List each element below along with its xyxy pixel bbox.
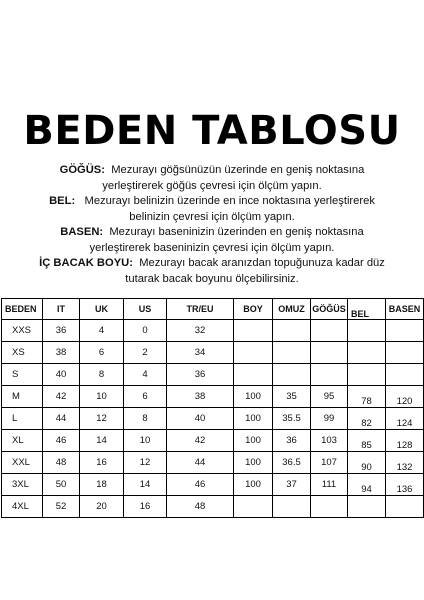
- cell-beden: M: [2, 386, 43, 408]
- cell-tr-eu: 42: [167, 430, 234, 452]
- cell-omuz: 36: [273, 430, 311, 452]
- instruction-text: tutarak bacak boyunu ölçebilirsiniz.: [125, 272, 299, 285]
- cell-tr-eu: 46: [167, 474, 234, 496]
- cell-boy: 100: [234, 386, 273, 408]
- cell-gogus: [311, 496, 348, 518]
- cell-omuz: [273, 364, 311, 386]
- cell-gogus: 103: [311, 430, 348, 452]
- cell-uk: 18: [80, 474, 124, 496]
- cell-us: 0: [124, 320, 167, 342]
- table-row: [2, 320, 424, 342]
- instruction-waist: [0, 194, 424, 225]
- cell-bel: 85: [348, 430, 386, 452]
- cell-omuz: 37: [273, 474, 311, 496]
- cell-gogus: 107: [311, 452, 348, 474]
- cell-tr-eu: 32: [167, 320, 234, 342]
- table-row: [2, 342, 424, 364]
- cell-gogus: [311, 320, 348, 342]
- cell-basen: [386, 496, 424, 518]
- cell-tr-eu: 34: [167, 342, 234, 364]
- cell-bel: 82: [348, 408, 386, 430]
- cell-omuz: 35: [273, 386, 311, 408]
- cell-uk: 14: [80, 430, 124, 452]
- cell-us: 8: [124, 408, 167, 430]
- table-row: [2, 452, 424, 474]
- cell-gogus: 99: [311, 408, 348, 430]
- cell-boy: [234, 364, 273, 386]
- col-header-basen: BASEN: [386, 299, 424, 320]
- instruction-key: GÖĞÜS:: [59, 164, 105, 176]
- instruction-key: BEL:: [49, 195, 76, 207]
- cell-beden: XS: [2, 342, 43, 364]
- cell-omuz: 36.5: [273, 452, 311, 474]
- cell-it: 48: [43, 452, 80, 474]
- cell-tr-eu: 48: [167, 496, 234, 518]
- cell-us: 10: [124, 430, 167, 452]
- cell-gogus: [311, 364, 348, 386]
- table-row: [2, 474, 424, 496]
- cell-uk: 16: [80, 452, 124, 474]
- cell-us: 4: [124, 364, 167, 386]
- cell-boy: 100: [234, 408, 273, 430]
- col-header-beden: BEDEN: [2, 299, 43, 320]
- instruction-key: BASEN:: [60, 226, 104, 238]
- cell-omuz: [273, 342, 311, 364]
- cell-basen: [386, 320, 424, 342]
- cell-bel: 90: [348, 452, 386, 474]
- col-header-bel: BEL: [348, 299, 386, 320]
- cell-beden: L: [2, 408, 43, 430]
- cell-basen: 132: [386, 452, 424, 474]
- instruction-text: belinizin çevresi için ölçüm yapın.: [129, 210, 295, 223]
- cell-basen: 128: [386, 430, 424, 452]
- instruction-text: yerleştirerek göğüs çevresi için ölçüm yapın.: [102, 179, 322, 192]
- col-header-uk: UK: [80, 299, 124, 320]
- instruction-text: Mezurayı belinizin üzerinde en ince noktasına yerleştirerek: [84, 195, 375, 207]
- cell-boy: [234, 320, 273, 342]
- cell-tr-eu: 44: [167, 452, 234, 474]
- instruction-text: Mezurayı baseninizin üzerinden en geniş noktasına: [109, 226, 364, 238]
- cell-tr-eu: 40: [167, 408, 234, 430]
- instruction-key: İÇ BACAK BOYU:: [39, 257, 133, 269]
- instruction-text: Mezurayı göğsünüzün üzerinde en geniş noktasına: [111, 164, 365, 176]
- cell-us: 12: [124, 452, 167, 474]
- table-row: [2, 408, 424, 430]
- cell-beden: 3XL: [2, 474, 43, 496]
- cell-us: 14: [124, 474, 167, 496]
- cell-it: 46: [43, 430, 80, 452]
- cell-beden: 4XL: [2, 496, 43, 518]
- cell-basen: 124: [386, 408, 424, 430]
- table-row: [2, 496, 424, 518]
- table-header-row: [2, 299, 424, 320]
- cell-uk: 20: [80, 496, 124, 518]
- cell-basen: [386, 342, 424, 364]
- col-header-boy: BOY: [234, 299, 273, 320]
- page-title: BEDEN TABLOSU: [23, 108, 401, 154]
- cell-tr-eu: 38: [167, 386, 234, 408]
- cell-beden: XL: [2, 430, 43, 452]
- table-row: [2, 430, 424, 452]
- col-header-tr-eu: TR/EU: [167, 299, 234, 320]
- cell-beden: S: [2, 364, 43, 386]
- instruction-text: Mezurayı bacak aranızdan topuğunuza kadar düz: [139, 257, 385, 269]
- cell-uk: 8: [80, 364, 124, 386]
- instruction-inseam: [0, 256, 424, 287]
- instruction-chest: [0, 163, 424, 194]
- cell-basen: 136: [386, 474, 424, 496]
- table-row: [2, 364, 424, 386]
- cell-gogus: 111: [311, 474, 348, 496]
- cell-uk: 6: [80, 342, 124, 364]
- cell-it: 36: [43, 320, 80, 342]
- cell-uk: 10: [80, 386, 124, 408]
- cell-gogus: 95: [311, 386, 348, 408]
- cell-us: 2: [124, 342, 167, 364]
- cell-it: 40: [43, 364, 80, 386]
- col-header-gogus: GÖĞÜS: [311, 299, 348, 320]
- cell-bel: [348, 364, 386, 386]
- cell-bel: [348, 342, 386, 364]
- cell-bel: 78: [348, 386, 386, 408]
- cell-beden: XXL: [2, 452, 43, 474]
- instruction-hip: [0, 225, 424, 256]
- cell-boy: [234, 342, 273, 364]
- cell-it: 44: [43, 408, 80, 430]
- col-header-omuz: OMUZ: [273, 299, 311, 320]
- cell-basen: 120: [386, 386, 424, 408]
- cell-bel: 94: [348, 474, 386, 496]
- cell-it: 50: [43, 474, 80, 496]
- cell-basen: [386, 364, 424, 386]
- cell-us: 6: [124, 386, 167, 408]
- cell-boy: [234, 496, 273, 518]
- size-chart-table: [1, 298, 424, 518]
- instruction-text: yerleştirerek baseninizin çevresi için ölçüm yapın.: [89, 241, 335, 254]
- cell-uk: 4: [80, 320, 124, 342]
- cell-it: 52: [43, 496, 80, 518]
- cell-it: 42: [43, 386, 80, 408]
- cell-omuz: 35.5: [273, 408, 311, 430]
- cell-bel: [348, 496, 386, 518]
- col-header-us: US: [124, 299, 167, 320]
- cell-uk: 12: [80, 408, 124, 430]
- cell-beden: XXS: [2, 320, 43, 342]
- cell-boy: 100: [234, 430, 273, 452]
- cell-omuz: [273, 496, 311, 518]
- cell-tr-eu: 36: [167, 364, 234, 386]
- cell-bel: [348, 320, 386, 342]
- cell-boy: 100: [234, 452, 273, 474]
- cell-boy: 100: [234, 474, 273, 496]
- cell-gogus: [311, 342, 348, 364]
- table-row: [2, 386, 424, 408]
- cell-us: 16: [124, 496, 167, 518]
- cell-it: 38: [43, 342, 80, 364]
- col-header-it: IT: [43, 299, 80, 320]
- cell-omuz: [273, 320, 311, 342]
